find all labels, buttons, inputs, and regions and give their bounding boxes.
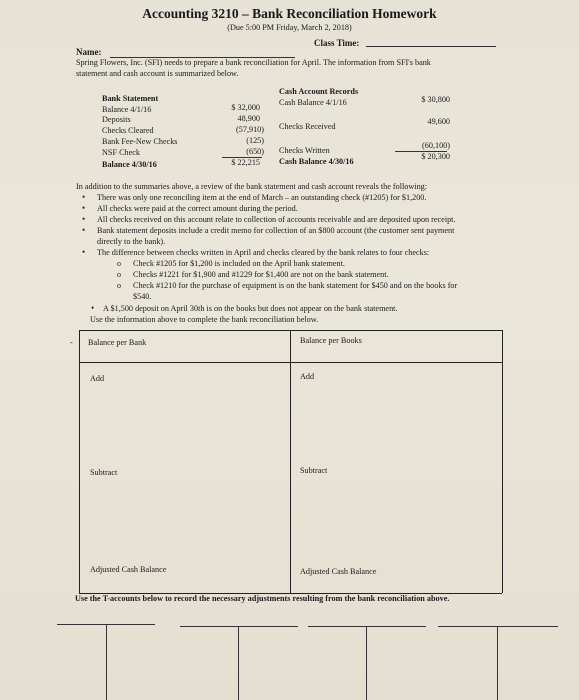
bank-row-value: $ 22,215 bbox=[231, 158, 260, 167]
class-time-label: Class Time: bbox=[314, 38, 360, 48]
bank-statement-heading: Bank Statement bbox=[102, 94, 159, 103]
bank-row-value: (57,910) bbox=[236, 125, 264, 134]
name-label: Name: bbox=[76, 47, 102, 57]
info-bullet: There was only one reconciling item at the end of March – an outstanding check (#1205) for $1,200. bbox=[97, 193, 427, 202]
cash-row-value: (60,100) bbox=[422, 141, 450, 150]
circle-bullet-icon: o bbox=[117, 259, 121, 268]
info-sub-bullet: Checks #1221 for $1,900 and #1229 for $1,400 are not on the bank statement. bbox=[133, 270, 389, 279]
bullet-icon: • bbox=[82, 225, 86, 235]
cash-row-value: 49,600 bbox=[427, 117, 450, 126]
bullet-icon: • bbox=[82, 203, 86, 213]
t-account-stem bbox=[497, 626, 498, 700]
adjusted-cash-books: Adjusted Cash Balance bbox=[300, 567, 377, 576]
cash-row-label: Checks Received bbox=[279, 122, 336, 131]
bullet-icon: • bbox=[91, 303, 95, 313]
t-account-top[interactable] bbox=[180, 626, 298, 627]
cash-row-label: Checks Written bbox=[279, 146, 330, 155]
balance-per-bank: Balance per Bank bbox=[88, 338, 147, 347]
intro-line-1: Spring Flowers, Inc. (SFI) needs to prepare a bank reconciliation for April. The information from SFI's bank bbox=[76, 58, 431, 67]
bank-row-label: Checks Cleared bbox=[102, 126, 154, 135]
bullet-icon: - bbox=[70, 338, 73, 347]
balance-per-books: Balance per Books bbox=[300, 336, 362, 345]
taccounts-instruction: Use the T-accounts below to record the necessary adjustments resulting from the bank reconciliation above. bbox=[75, 594, 450, 603]
adjusted-cash-bank: Adjusted Cash Balance bbox=[90, 565, 167, 574]
bank-row-value: (125) bbox=[246, 136, 264, 145]
bank-row-label: Deposits bbox=[102, 115, 131, 124]
bank-row-label: Balance 4/30/16 bbox=[102, 160, 157, 169]
instruction-text: Use the information above to complete the bank reconciliation below. bbox=[90, 315, 319, 324]
info-bullet: All checks received on this account relate to collection of accounts receivable and are deposited upon receipt. bbox=[97, 215, 456, 224]
t-account-stem bbox=[366, 626, 367, 700]
table-left-border bbox=[79, 330, 80, 593]
bank-row-label: Balance 4/1/16 bbox=[102, 105, 152, 114]
info-bullet: The difference between checks written in April and checks cleared by the bank relates to four checks: bbox=[97, 248, 430, 257]
bullet-icon: • bbox=[82, 214, 86, 224]
bank-row-label: Bank Fee-New Checks bbox=[102, 137, 178, 146]
t-account-stem bbox=[238, 626, 239, 700]
table-middle-border bbox=[290, 330, 291, 593]
info-sub-bullet: Check #1210 for the purchase of equipment is on the bank statement for $450 and on the books for bbox=[133, 281, 458, 290]
info-bullet: All checks were paid at the correct amount during the period. bbox=[97, 204, 298, 213]
cash-row-label: Cash Balance 4/30/16 bbox=[279, 157, 354, 166]
addition-intro: In addition to the summaries above, a review of the bank statement and cash account reveals the following: bbox=[76, 182, 428, 191]
bank-row-value: $ 32,000 bbox=[231, 103, 260, 112]
circle-bullet-icon: o bbox=[117, 270, 121, 279]
bank-row-value: (650) bbox=[246, 147, 264, 156]
t-account-top[interactable] bbox=[438, 626, 558, 627]
bank-row-label: NSF Check bbox=[102, 148, 140, 157]
subtract-bank-label: Subtract bbox=[90, 468, 118, 477]
add-bank-label: Add bbox=[90, 374, 105, 383]
bullet-icon: • bbox=[82, 192, 86, 202]
cash-row-label: Cash Balance 4/1/16 bbox=[279, 98, 347, 107]
add-books-label: Add bbox=[300, 372, 315, 381]
info-bullet-cont: directly to the bank). bbox=[97, 237, 166, 246]
subtract-books-label: Subtract bbox=[300, 466, 328, 475]
class-time-field[interactable] bbox=[366, 46, 496, 47]
t-account-top[interactable] bbox=[308, 626, 426, 627]
page-title: Accounting 3210 – Bank Reconciliation Homework bbox=[142, 6, 437, 21]
due-date: (Due 5:00 PM Friday, March 2, 2018) bbox=[227, 23, 352, 32]
info-bullet: Bank statement deposits include a credit memo for collection of an $800 account (the customer sent payment bbox=[97, 226, 455, 235]
cash-records-heading: Cash Account Records bbox=[279, 87, 359, 96]
intro-line-2: statement and cash account is summarized below. bbox=[76, 69, 239, 78]
table-right-border bbox=[502, 330, 503, 593]
bank-row-value: 48,900 bbox=[237, 114, 260, 123]
t-account-stem bbox=[106, 624, 107, 700]
info-sub-bullet-cont: $540. bbox=[133, 292, 152, 301]
bullet-icon: • bbox=[82, 247, 86, 257]
info-sub-bullet: Check #1205 for $1,200 is included on the April bank statement. bbox=[133, 259, 345, 268]
cash-row-value: $ 30,800 bbox=[421, 95, 450, 104]
info-bullet: A $1,500 deposit on April 30th is on the books but does not appear on the bank statement. bbox=[103, 304, 398, 313]
cash-row-value: $ 20,300 bbox=[421, 152, 450, 161]
circle-bullet-icon: o bbox=[117, 281, 121, 290]
